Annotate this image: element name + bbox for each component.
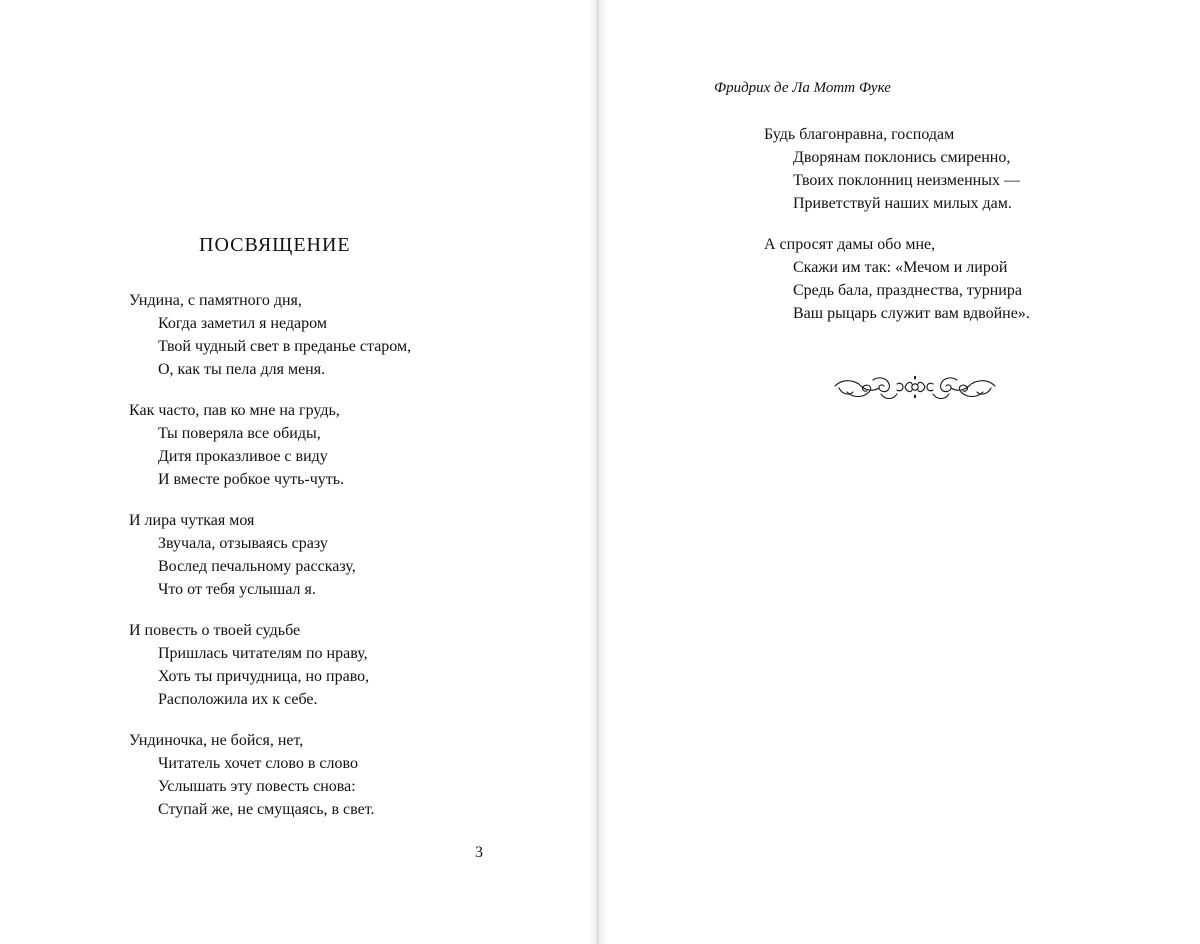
poem-line: О, как ты пела для меня. xyxy=(158,361,326,378)
page-title: ПОСВЯЩЕНИЕ xyxy=(199,234,351,256)
poem-line: Пришлась читателям по нраву, xyxy=(158,645,368,662)
poem-line: Когда заметил я недаром xyxy=(158,315,327,332)
poem-line: Вослед печальному рассказу, xyxy=(158,558,356,575)
stanza-4 xyxy=(129,619,411,711)
poem-line: Расположила их к себе. xyxy=(158,691,318,708)
book-gutter-line xyxy=(597,0,598,944)
poem-line: И повесть о твоей судьбе xyxy=(129,622,301,639)
poem-line: Средь бала, празднества, турнира xyxy=(793,282,1022,299)
stanza-7 xyxy=(764,233,1030,325)
poem-line: Ты поверяла все обиды, xyxy=(158,425,321,442)
poem-dedication xyxy=(129,289,411,821)
poem-continuation xyxy=(764,123,1030,325)
poem-line: Что от тебя услышал я. xyxy=(158,581,316,598)
poem-line: А спросят дамы обо мне, xyxy=(764,236,936,253)
right-page xyxy=(596,0,1200,944)
poem-line: Дитя проказливое с виду xyxy=(158,448,328,465)
stanza-6 xyxy=(764,123,1030,215)
stanza-2 xyxy=(129,399,411,491)
poem-line: Услышать эту повесть снова: xyxy=(158,778,356,795)
poem-line: Ваш рыцарь служит вам вдвойне». xyxy=(793,305,1030,322)
poem-line: Ступай же, не смущаясь, в свет. xyxy=(158,801,375,818)
poem-line: И лира чуткая моя xyxy=(129,512,255,529)
poem-line: Приветствуй наших милых дам. xyxy=(793,195,1012,212)
page-number: 3 xyxy=(475,844,483,861)
poem-line: Хоть ты причудница, но право, xyxy=(158,668,370,685)
running-head-author: Фридрих де Ла Мотт Фуке xyxy=(714,80,891,96)
left-page xyxy=(0,0,596,944)
poem-line: Твоих поклонниц неизменных — xyxy=(793,172,1020,189)
poem-line: Ундиночка, не бойся, нет, xyxy=(129,732,304,749)
poem-line: Как часто, пав ко мне на грудь, xyxy=(129,402,340,419)
poem-line: Будь благонравна, господам xyxy=(764,126,955,143)
poem-line: Ундина, с памятного дня, xyxy=(129,292,302,309)
poem-line: Твой чудный свет в преданье старом, xyxy=(158,338,412,355)
poem-line: Дворянам поклонись смиренно, xyxy=(793,149,1011,166)
poem-line: Скажи им так: «Мечом и лирой xyxy=(793,259,1008,276)
floral-ornament-icon xyxy=(833,370,997,406)
poem-line: Читатель хочет слово в слово xyxy=(158,755,358,772)
poem-line: И вместе робкое чуть-чуть. xyxy=(158,471,345,488)
poem-line: Звучала, отзываясь сразу xyxy=(158,535,328,552)
book-gutter-shadow xyxy=(588,0,608,944)
stanza-3 xyxy=(129,509,411,601)
stanza-5 xyxy=(129,729,411,821)
stanza-1 xyxy=(129,289,411,381)
